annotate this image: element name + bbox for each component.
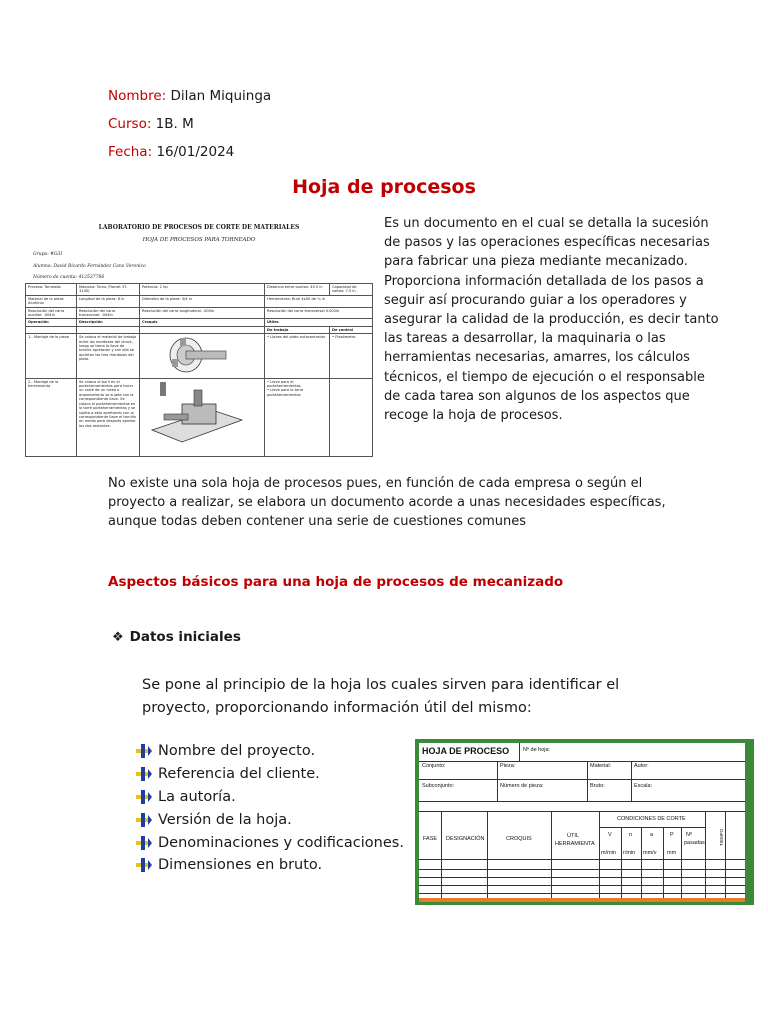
lab-cell: 1.- Montaje de la pieza — [26, 334, 77, 378]
form-pieza: Pieza: — [500, 763, 516, 769]
lab-cell: • Flexómetro — [330, 334, 373, 378]
form-autor: Autor: — [634, 763, 649, 769]
lab-heading: LABORATORIO DE PROCESOS DE CORTE DE MATERIALES — [98, 224, 300, 231]
lab-cell — [140, 326, 265, 333]
tool-post-icon — [142, 380, 258, 452]
form-pasadas: pasadas — [684, 840, 705, 846]
form-title: HOJA DE PROCESO — [422, 746, 510, 756]
table-row — [26, 326, 373, 333]
table-row — [26, 378, 373, 456]
lab-numero: Número de cuenta: 412537786 — [33, 275, 105, 280]
lab-cell: Capacidad de volteo: 7.5 in — [330, 284, 373, 296]
arrow-bullet-icon — [134, 789, 152, 805]
fecha-value: 16/01/2024 — [156, 144, 235, 160]
lab-tool: Flexómetro — [335, 335, 356, 340]
subheading-text: Datos iniciales — [129, 629, 241, 645]
bullet-text: Versión de la hoja. — [158, 811, 292, 828]
lab-cell: Se coloca el material de trabajo entre las mordazas del chock, luego se toma la llave de tornillo apretador y con ella se aprietan las tres mordazas del plato. — [77, 334, 140, 378]
hoja-proceso-form-image — [415, 739, 754, 905]
lab-cell — [330, 378, 373, 456]
lab-sub-cell: De trabajo — [265, 326, 330, 333]
bullet-list — [134, 740, 404, 877]
form-v: V — [608, 832, 612, 838]
lab-cell: Resolución del carro transversal: .004in — [77, 307, 140, 319]
lab-cell: Longitud de la pieza: 8 in — [77, 295, 140, 307]
form-numero-pieza: Número de pieza: — [500, 783, 544, 789]
lab-cell: Resolución del carro longitudinal: .005in — [140, 307, 265, 319]
arrow-bullet-icon — [134, 812, 152, 828]
form-rmin: r/min — [623, 850, 636, 856]
list-item — [134, 831, 404, 854]
form-fase: FASE — [423, 836, 438, 842]
form-material: Material: — [590, 763, 612, 769]
form-mm: mm — [667, 850, 677, 856]
fecha-label: Fecha: — [108, 144, 153, 160]
curso-line — [108, 116, 194, 132]
form-tiempo: TIEMPO — [719, 828, 724, 846]
table-row — [26, 319, 373, 326]
form-n-pasadas: Nº — [686, 832, 692, 838]
form-p: P — [670, 832, 674, 838]
arrow-bullet-icon — [134, 835, 152, 851]
lab-tool: Llave para el portaherramientas — [267, 379, 301, 389]
lab-table — [25, 283, 373, 457]
nombre-line — [108, 88, 271, 104]
form-n-hoja: Nº de hoja: — [523, 747, 551, 753]
lab-cell: • Llave para el portaherramientas • Llave para la torre portaherramientas — [265, 378, 330, 456]
lab-tool: Llaves del plato autocentrador — [270, 335, 326, 340]
lathe-chuck-icon — [142, 335, 258, 375]
form-bruto: Bruto: — [590, 783, 605, 789]
lab-cell: 2.- Montaje de la herramienta — [26, 378, 77, 456]
lab-cell: Resolución del carro auxiliar: .004in — [26, 307, 77, 319]
arrow-bullet-icon — [134, 743, 152, 759]
bullet-text: La autoría. — [158, 788, 236, 805]
arrow-bullet-icon — [134, 766, 152, 782]
curso-value: 1B. M — [155, 116, 194, 132]
form-util: ÚTIL — [567, 833, 579, 839]
list-item — [134, 763, 404, 786]
lab-process-sheet-image — [25, 219, 373, 461]
table-row — [26, 334, 373, 378]
lab-tool: Llave para la torre portaherramientas — [267, 388, 304, 397]
form-n: n — [629, 832, 633, 838]
lab-cell: Diámetro de la pieza: 3/4 in — [140, 295, 265, 307]
list-item — [134, 854, 404, 877]
paragraph-2: No existe una sola hoja de procesos pues, en función de cada empresa o según el proyecto a realizar, se elabora un documento acorde a unas necesidades específicas, aunque todas deben contener una serie de cuestiones comunes — [108, 476, 666, 530]
list-item — [134, 740, 404, 763]
lab-cell: Potencia: 2 hp — [140, 284, 265, 296]
list-item — [134, 808, 404, 831]
lab-grupo: Grupo: #G3I — [33, 252, 63, 257]
lab-cell: Resolución del carro transversal 0.002in — [265, 307, 373, 319]
table-row — [26, 307, 373, 319]
lab-cell: Herramienta: Buril 4x50 de ¼ in — [265, 295, 373, 307]
form-conjunto: Conjunto: — [422, 763, 446, 769]
paragraph-3: Se pone al principio de la hoja los cuales sirven para identificar el proyecto, proporcionando información útil del mismo: — [142, 677, 620, 716]
lab-head-cell: Croquis — [140, 319, 265, 326]
form-a: a — [650, 832, 654, 838]
lab-head-cell: Descripción — [77, 319, 140, 326]
table-row — [26, 295, 373, 307]
intro-paragraph: Es un documento en el cual se detalla la sucesión de pasos y las operaciones específicas necesarias para fabricar una pieza mediante mecanizado. Proporciona información detallada de los pasos a seguir así procurando guiar a los operadores y asegurar la calidad de la producción, es decir tanto las tareas a desarrollar, la maquinaria o las herramientas necesarias, amarres, los cálculos técnicos, el tiempo de ejecución o el responsable de cada tarea son algunos de los aspectos que recoge la hoja de procesos. — [384, 216, 719, 424]
form-herramienta: HERRAMIENTA — [555, 841, 595, 847]
lab-cell: Se coloca el buril en el portaherramientas para hacer un corte de un ruteo o arqueamiento se sujeta con la correspondiente llave. Se coloca el portaherramientas en la torre portaherramientas y se sujeta a esta apretando con la correspondiente llave el tornillo en medio para después apretar los dos restantes. — [77, 378, 140, 456]
table-row — [26, 284, 373, 296]
lab-sub-cell: De control — [330, 326, 373, 333]
form-croquis: CROQUIS — [506, 836, 532, 842]
arrow-bullet-icon — [134, 857, 152, 873]
form-condiciones: CONDICIONES DE CORTE — [617, 816, 686, 822]
lab-cell — [26, 326, 77, 333]
nombre-value: Dilan Miquinga — [170, 88, 272, 104]
subheading-datos — [112, 629, 241, 645]
form-mmv: mm/v — [643, 850, 657, 856]
lab-alumno: Alumno: David Ricardo Fernández Cano Veronico — [33, 264, 146, 269]
bullet-text: Nombre del proyecto. — [158, 743, 316, 760]
lab-head-cell: Operación — [26, 319, 77, 326]
chuck-sketch — [140, 334, 265, 378]
form-escala: Escala: — [634, 783, 653, 789]
lab-cell: • Llaves del plato autocentrador — [265, 334, 330, 378]
bullet-text: Referencia del cliente. — [158, 766, 320, 783]
form-designacion: DESIGNACIÓN — [446, 836, 485, 842]
form-sheet — [419, 743, 745, 902]
form-subconjunto: Subconjunto: — [422, 783, 455, 789]
lab-subheading: HOJA DE PROCESOS PARA TORNEADO — [142, 237, 256, 243]
list-item — [134, 786, 404, 809]
page-title: Hoja de procesos — [292, 176, 476, 198]
lab-head-cell: Útiles — [265, 319, 373, 326]
form-mmin: m/min — [601, 850, 616, 856]
bullet-text: Dimensiones en bruto. — [158, 857, 323, 874]
nombre-label: Nombre: — [108, 88, 167, 104]
four-diamond-bullet-icon: ❖ — [112, 630, 124, 645]
lab-cell: Maquina: Torno (Transit 3T-3140) — [77, 284, 140, 296]
fecha-line — [108, 144, 234, 160]
lab-cell: Material de la pieza: Aluminio — [26, 295, 77, 307]
section-heading: Aspectos básicos para una hoja de procesos de mecanizado — [108, 574, 564, 590]
toolpost-sketch — [140, 378, 265, 456]
lab-cell: Proceso: Torneado — [26, 284, 77, 296]
curso-label: Curso: — [108, 116, 152, 132]
bullet-text: Denominaciones y codificaciones. — [158, 834, 404, 851]
lab-cell: Distancia entre puntos: 45.5 in — [265, 284, 330, 296]
lab-cell — [77, 326, 140, 333]
